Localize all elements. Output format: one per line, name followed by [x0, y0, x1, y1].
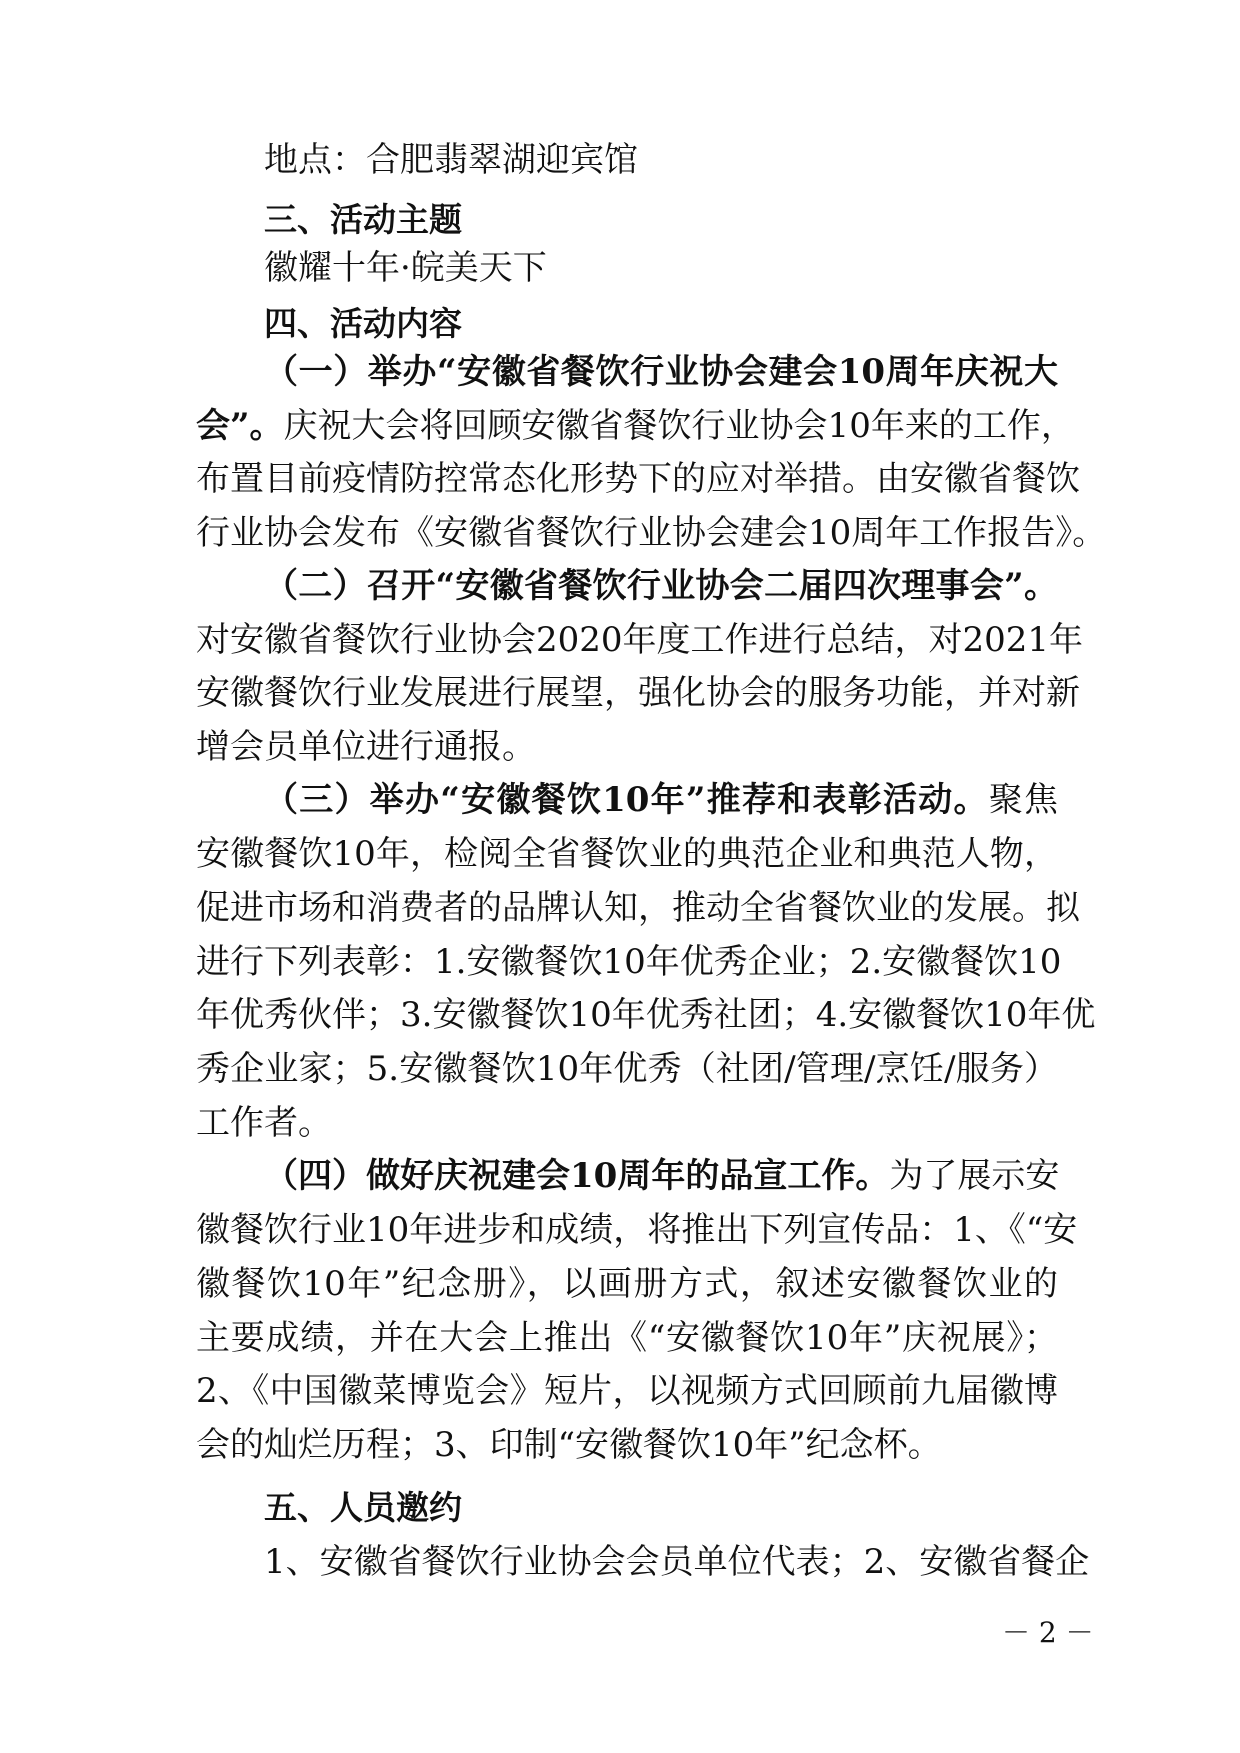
item-1-title: （一）举办“安徽省餐饮行业协会建会10周年庆祝大: [264, 352, 1058, 392]
item-3-line-3: 促进市场和消费者的品牌认知，推动全省餐饮业的发展。拟: [196, 888, 1080, 928]
item-3-title: （三）举办“安徽餐饮10年”推荐和表彰活动。: [264, 780, 989, 820]
item-4-line-4: 主要成绩，并在大会上推出《“安徽餐饮10年”庆祝展》；: [196, 1318, 1058, 1358]
section-3-heading: 三、活动主题: [264, 200, 462, 239]
item-1-line-2: [196, 406, 1075, 446]
item-3-line-2: 安徽餐饮10年，检阅全省餐饮业的典范企业和典范人物，: [196, 834, 1058, 874]
section-4-heading: 四、活动内容: [264, 304, 462, 343]
section-5-line-1: 1、安徽省餐饮行业协会会员单位代表；2、安徽省餐企: [264, 1542, 1090, 1582]
item-2-line-3: 安徽餐饮行业发展进行展望，强化协会的服务功能，并对新: [196, 673, 1080, 713]
item-1-line-4: 行业协会发布《安徽省餐饮行业协会建会10周年工作报告》。: [196, 513, 1107, 553]
item-4-line-5: 2、《中国徽菜博览会》短片，以视频方式回顾前九届徽博: [196, 1371, 1058, 1411]
item-3-line-4: 进行下列表彰：1.安徽餐饮10年优秀企业；2.安徽餐饮10: [196, 942, 1062, 982]
item-4-title: （四）做好庆祝建会10周年的品宣工作。: [264, 1156, 890, 1196]
page-number: － 2 －: [1002, 1616, 1094, 1649]
item-4-line-6: 会的灿烂历程；3、印制“安徽餐饮10年”纪念杯。: [196, 1425, 942, 1465]
item-4-line-1: [264, 1156, 1058, 1196]
item-4-line-2: 徽餐饮行业10年进步和成绩，将推出下列宣传品：1、《“安: [196, 1210, 1078, 1250]
item-3-text: 聚焦: [988, 780, 1059, 820]
location-line: 地点：合肥翡翠湖迎宾馆: [264, 140, 638, 180]
item-4-line-3: 徽餐饮10年”纪念册》，以画册方式，叙述安徽餐饮业的: [196, 1264, 1058, 1304]
item-3-line-1: [264, 780, 1058, 820]
item-3-line-5: 年优秀伙伴；3.安徽餐饮10年优秀社团；4.安徽餐饮10年优: [196, 995, 1096, 1035]
section-5-heading: 五、人员邀约: [264, 1488, 462, 1527]
item-1-line-3: 布置目前疫情防控常态化形势下的应对举措。由安徽省餐饮: [196, 459, 1080, 499]
item-3-line-6: 秀企业家；5.安徽餐饮10年优秀（社团/管理/烹饪/服务）: [196, 1049, 1058, 1089]
item-2-title: （二）召开“安徽省餐饮行业协会二届四次理事会”。: [264, 566, 1058, 606]
item-1-title-end: 会”。: [196, 406, 284, 446]
item-2-line-2: 对安徽省餐饮行业协会2020年度工作进行总结，对2021年: [196, 620, 1084, 660]
item-2-line-4: 增会员单位进行通报。: [196, 727, 536, 767]
item-4-text: 为了展示安: [889, 1156, 1060, 1196]
item-3-line-7: 工作者。: [196, 1103, 332, 1143]
item-1-text: 庆祝大会将回顾安徽省餐饮行业协会10年来的工作，: [283, 406, 1075, 446]
section-3-text: 徽耀十年·皖美天下: [264, 248, 547, 288]
